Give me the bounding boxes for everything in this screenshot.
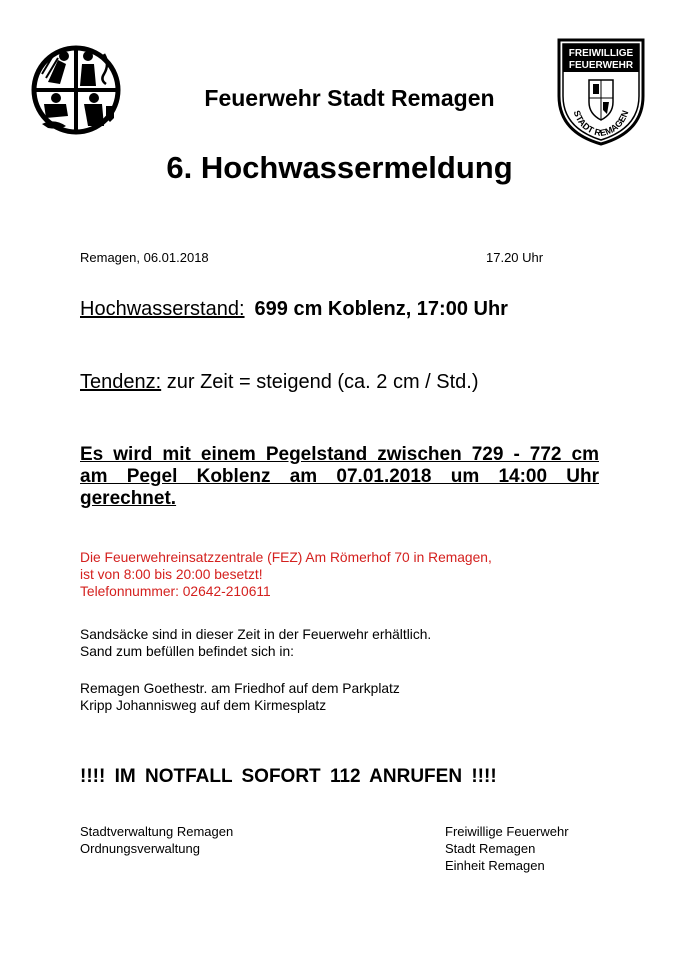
water-level-label: Hochwasserstand: bbox=[80, 298, 245, 320]
footer-right-line: Freiwillige Feuerwehr bbox=[445, 824, 569, 839]
shield-text-line1: FREIWILLIGE bbox=[568, 48, 634, 59]
water-level-line bbox=[80, 298, 508, 321]
report-title: 6. Hochwassermeldung bbox=[166, 150, 513, 185]
trend-label: Tendenz: bbox=[80, 371, 162, 393]
footer-left-line: Ordnungsverwaltung bbox=[80, 841, 200, 856]
fez-line-1: Die Feuerwehreinsatzzentrale (FEZ) Am Römerhof 70 in Remagen, bbox=[80, 550, 492, 565]
forecast-line-3: gerechnet. bbox=[80, 488, 177, 509]
footer-right-line: Stadt Remagen bbox=[445, 841, 536, 856]
fez-notice bbox=[80, 549, 492, 600]
footer-right bbox=[445, 823, 569, 874]
report-time: 17.20 Uhr bbox=[486, 250, 544, 265]
trend-value: zur Zeit = steigend (ca. 2 cm / Std.) bbox=[161, 371, 479, 393]
organization-title-text: Feuerwehr Stadt Remagen bbox=[204, 85, 495, 111]
sandbags-line-2: Sand zum befüllen befindet sich in: bbox=[80, 644, 294, 659]
sandbags-line-1: Sandsäcke sind in dieser Zeit in der Feuerwehr erhältlich. bbox=[80, 627, 432, 642]
forecast-line-1: Es wird mit einem Pegelstand zwischen 729 - 772 cm bbox=[80, 444, 599, 465]
fez-line-2: ist von 8:00 bis 20:00 besetzt! bbox=[80, 567, 263, 582]
footer-left bbox=[80, 823, 233, 857]
footer-left-line: Stadtverwaltung Remagen bbox=[80, 824, 234, 839]
shield-text-line2: FEUERWEHR bbox=[568, 60, 634, 71]
fez-phone: Telefonnummer: 02642-210611 bbox=[80, 584, 271, 599]
sand-locations bbox=[80, 680, 400, 714]
forecast-line-2: am Pegel Koblenz am 07.01.2018 um 14:00 Uhr bbox=[80, 466, 599, 487]
forecast-paragraph bbox=[80, 444, 599, 510]
location-item: Remagen Goethestr. am Friedhof auf dem Parkplatz bbox=[80, 681, 400, 696]
sandbags-notice bbox=[80, 626, 431, 660]
shield-text-arc: STADT REMAGEN bbox=[571, 108, 631, 139]
water-level-value: 699 cm Koblenz, 17:00 Uhr bbox=[254, 298, 508, 320]
location-item: Kripp Johannisweg auf dem Kirmesplatz bbox=[80, 698, 327, 713]
organization-title bbox=[0, 85, 679, 112]
trend-line bbox=[80, 371, 479, 394]
footer-right-line: Einheit Remagen bbox=[445, 858, 545, 873]
emergency-call-notice: !!!! IM NOTFALL SOFORT 112 ANRUFEN !!!! bbox=[80, 766, 497, 787]
place-date: Remagen, 06.01.2018 bbox=[80, 250, 209, 265]
